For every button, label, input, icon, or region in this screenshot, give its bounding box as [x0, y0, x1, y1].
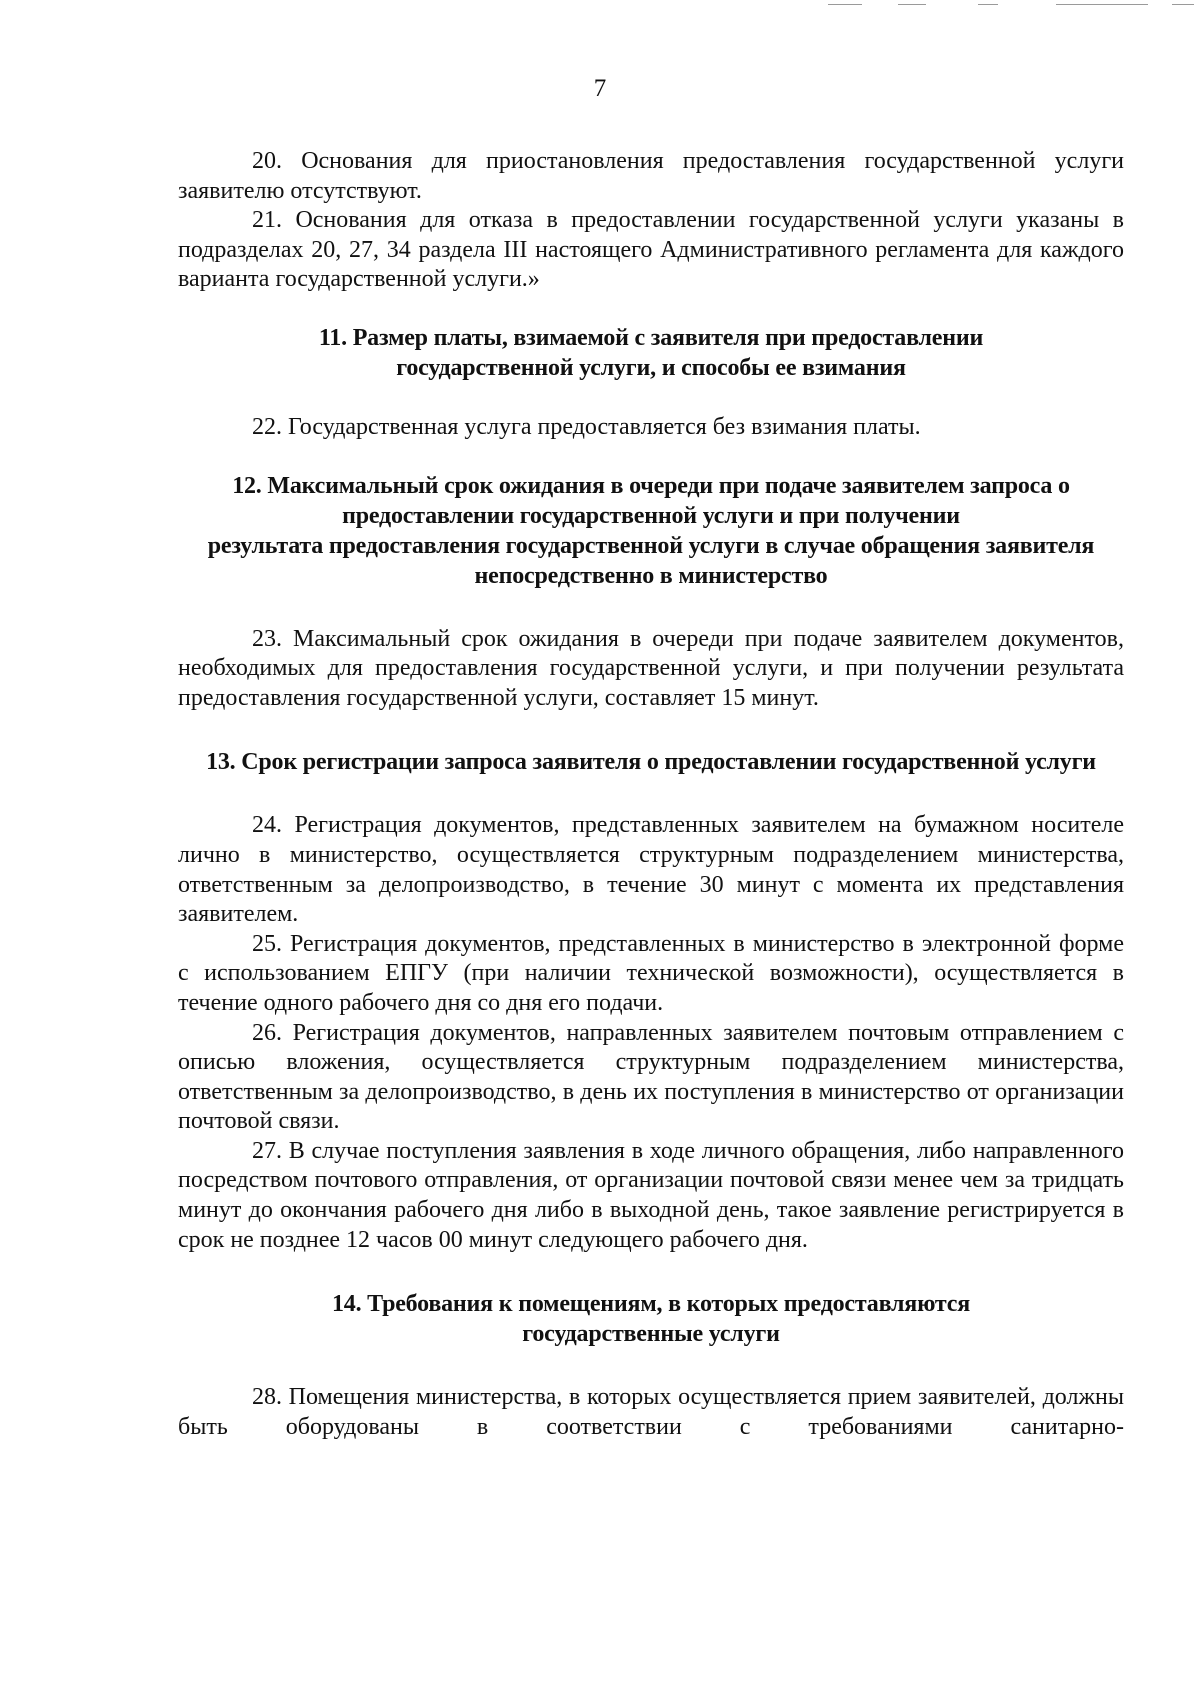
section-heading-14 — [178, 1289, 1124, 1349]
heading-line: государственные услуги — [522, 1321, 780, 1348]
heading-line: непосредственно в министерство — [474, 562, 828, 589]
section-heading-13 — [178, 747, 1124, 777]
document-body — [178, 147, 1124, 1442]
heading-line: 11. Размер платы, взимаемой с заявителя при предоставлении — [318, 324, 984, 351]
paragraph-25: 25. Регистрация документов, представленных в министерство в электронной форме с использованием ЕПГУ (при наличии технической возможности), осуществляется в течение одного рабочего дня со дня его подачи. — [178, 930, 1124, 1016]
heading-line: 13. Срок регистрации запроса заявителя о предоставлении государственной услуги — [206, 749, 1096, 776]
heading-line: государственной услуги, и способы ее взимания — [396, 354, 906, 381]
heading-line: предоставлении государственной услуги и при получении — [342, 502, 960, 529]
scan-artifact-marks — [820, 4, 1200, 10]
section-heading-11 — [178, 323, 1124, 383]
paragraph-28: 28. Помещения министерства, в которых осуществляется прием заявителей, должны быть оборудованы в соответствии с требованиями санитарно- — [178, 1384, 1124, 1440]
section-heading-12 — [178, 471, 1124, 591]
paragraph-24: 24. Регистрация документов, представленных заявителем на бумажном носителе лично в министерство, осуществляется структурным подразделением министерства, ответственным за делопроизводство, в течение 30 минут с момента их представления заявителем. — [178, 812, 1124, 928]
paragraph-20: 20. Основания для приостановления предоставления государственной услуги заявителю отсутствуют. — [178, 148, 1124, 204]
heading-line: 14. Требования к помещениям, в которых предоставляются — [331, 1291, 971, 1318]
paragraph-22: 22. Государственная услуга предоставляется без взимания платы. — [252, 413, 921, 440]
paragraph-26: 26. Регистрация документов, направленных заявителем почтовым отправлением с описью вложения, осуществляется структурным подразделением министерства, ответственным за делопроизводство, в день их поступления в министерство от организации почтовой связи. — [178, 1019, 1124, 1135]
page-number: 7 — [593, 75, 607, 102]
heading-line: 12. Максимальный срок ожидания в очереди при подаче заявителем запроса о — [232, 472, 1070, 499]
paragraph-23: 23. Максимальный срок ожидания в очереди при подаче заявителем документов, необходимых для предоставления государственной услуги, и при получении результата предоставления государственной услуги, составляет 15 минут. — [178, 625, 1124, 711]
heading-line: результата предоставления государственной услуги в случае обращения заявителя — [207, 532, 1095, 559]
paragraph-27: 27. В случае поступления заявления в ходе личного обращения, либо направленного посредством почтового отправления, от организации почтовой связи менее чем за тридцать минут до окончания рабочего дня либо в выходной день, такое заявление регистрируется в срок не позднее 12 часов 00 минут следующего рабочего дня. — [178, 1137, 1124, 1253]
paragraph-21: 21. Основания для отказа в предоставлении государственной услуги указаны в подразделах 20, 27, 34 раздела III настоящего Административного регламента для каждого варианта государственной услуги.» — [178, 207, 1124, 293]
